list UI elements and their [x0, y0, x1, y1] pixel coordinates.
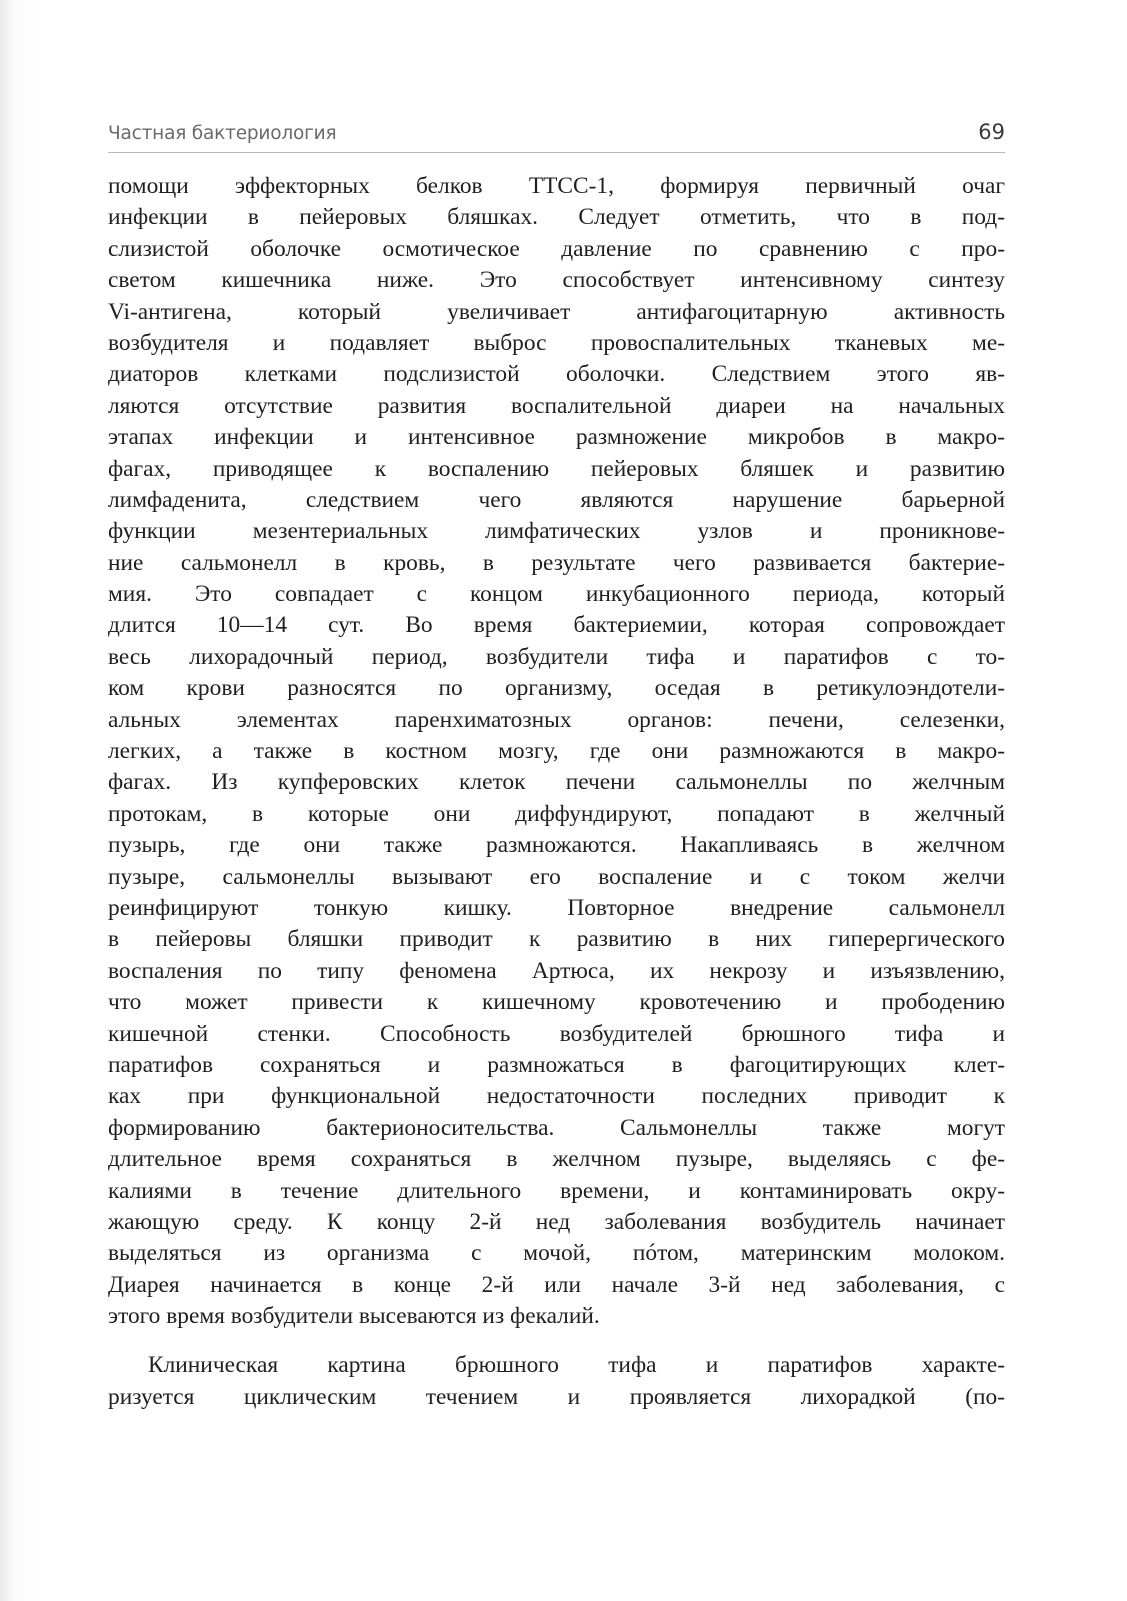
- text-line: ние сальмонелл в кровь, в результате чего развивается бактерие-: [108, 549, 1005, 576]
- paragraph-spacer: [108, 1332, 1005, 1350]
- text-line: что может привести к кишечному кровотечению и прободению: [108, 989, 1005, 1016]
- text-line: ризуется циклическим течением и проявляется лихорадкой (по-: [108, 1383, 1005, 1410]
- text-line: возбудителя и подавляет выброс провоспалительных тканевых ме-: [108, 329, 1005, 356]
- text-line: формированию бактерионосительства. Сальмонеллы также могут: [108, 1114, 1005, 1141]
- text-line: инфекции в пейеровых бляшках. Следует отметить, что в под-: [108, 204, 1005, 231]
- text-line: выделяться из организма с мочой, пóтом, материнским молоком.: [108, 1240, 1005, 1267]
- page-header: [108, 120, 1005, 150]
- running-title: Частная бактериология: [108, 123, 337, 144]
- text-line: этапах инфекции и интенсивное размножение микробов в макро-: [108, 424, 1005, 451]
- text-line: воспаления по типу феномена Артюса, их некрозу и изъязвлению,: [108, 957, 1005, 984]
- text-line: ляются отсутствие развития воспалительной диареи на начальных: [108, 392, 1005, 419]
- text-line: в пейеровы бляшки приводит к развитию в них гиперергического: [108, 926, 1005, 953]
- text-line: Клиническая картина брюшного тифа и паратифов характе-: [148, 1352, 1005, 1379]
- text-line: протокам, в которые они диффундируют, попадают в желчный: [108, 800, 1005, 827]
- body-text: [108, 171, 1005, 1413]
- text-line: этого время возбудители высеваются из фекалий.: [108, 1303, 600, 1330]
- text-line: лимфаденита, следствием чего являются нарушение барьерной: [108, 486, 1005, 513]
- text-line: помощи эффекторных белков ТТСС-1, формируя первичный очаг: [108, 173, 1005, 199]
- header-divider: [108, 152, 1005, 153]
- paragraph-1: [108, 171, 1005, 1332]
- text-line: Диарея начинается в конце 2-й или начале 3-й нед заболевания, с: [108, 1271, 1005, 1298]
- text-line: слизистой оболочке осмотическое давление по сравнению с про-: [108, 235, 1005, 262]
- text-line: диаторов клетками подслизистой оболочки. Следствием этого яв-: [108, 361, 1005, 388]
- text-line: функции мезентериальных лимфатических узлов и проникнове-: [108, 518, 1005, 545]
- text-line: жающую среду. К концу 2-й нед заболевания возбудитель начинает: [108, 1208, 1005, 1235]
- page-number: 69: [978, 120, 1005, 144]
- text-line: реинфицируют тонкую кишку. Повторное внедрение сальмонелл: [108, 894, 1005, 921]
- text-line: ках при функциональной недостаточности последних приводит к: [108, 1083, 1005, 1110]
- text-line: пузыре, сальмонеллы вызывают его воспаление и с током желчи: [108, 863, 1005, 890]
- text-line: длится 10—14 сут. Во время бактериемии, которая сопровождает: [108, 612, 1005, 639]
- text-line: альных элементах паренхиматозных органов: печени, селезенки,: [108, 706, 1005, 733]
- text-line: мия. Это совпадает с концом инкубационного периода, который: [108, 581, 1005, 608]
- text-line: весь лихорадочный период, возбудители тифа и паратифов с то-: [108, 643, 1005, 670]
- text-line: светом кишечника ниже. Это способствует интенсивному синтезу: [108, 267, 1005, 294]
- text-line: ком крови разносятся по организму, оседая в ретикулоэндотели-: [108, 675, 1005, 702]
- paragraph-2: [108, 1350, 1005, 1413]
- text-line: фагах. Из купферовских клеток печени сальмонеллы по желчным: [108, 769, 1005, 796]
- text-line: кишечной стенки. Способность возбудителей брюшного тифа и: [108, 1020, 1005, 1047]
- text-line: фагах, приводящее к воспалению пейеровых бляшек и развитию: [108, 455, 1005, 482]
- text-line: калиями в течение длительного времени, и контаминировать окру-: [108, 1177, 1005, 1204]
- text-line: длительное время сохраняться в желчном пузыре, выделяясь с фе-: [108, 1146, 1005, 1173]
- text-line: легких, а также в костном мозгу, где они размножаются в макро-: [108, 738, 1005, 765]
- text-line: паратифов сохраняться и размножаться в фагоцитирующих клет-: [108, 1051, 1005, 1078]
- text-line: пузырь, где они также размножаются. Накапливаясь в желчном: [108, 832, 1005, 859]
- text-line: Vi-антигена, который увеличивает антифагоцитарную активность: [108, 298, 1005, 325]
